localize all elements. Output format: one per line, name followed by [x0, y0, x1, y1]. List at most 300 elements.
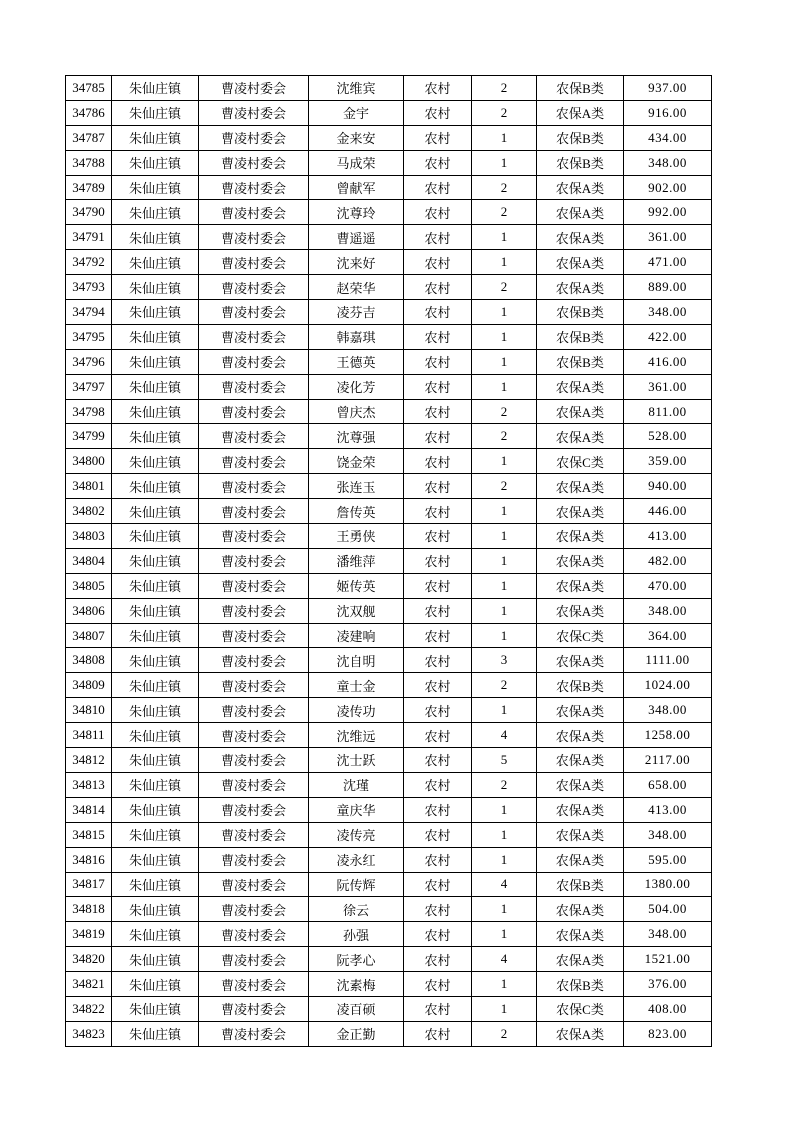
cell-name: 王德英	[309, 349, 404, 374]
cell-category: 农保A类	[537, 499, 624, 524]
cell-residence: 农村	[404, 324, 472, 349]
cell-count: 2	[472, 76, 537, 101]
cell-residence: 农村	[404, 548, 472, 573]
cell-count: 4	[472, 723, 537, 748]
cell-name: 王勇侠	[309, 524, 404, 549]
cell-name: 曹遥遥	[309, 225, 404, 250]
cell-count: 1	[472, 250, 537, 275]
cell-name: 金正勤	[309, 1021, 404, 1046]
cell-village: 曹凌村委会	[199, 748, 309, 773]
cell-name: 凌芬吉	[309, 300, 404, 325]
cell-count: 4	[472, 947, 537, 972]
cell-village: 曹凌村委会	[199, 499, 309, 524]
table-row	[66, 922, 712, 947]
cell-town: 朱仙庄镇	[112, 250, 199, 275]
cell-town: 朱仙庄镇	[112, 772, 199, 797]
table-row	[66, 324, 712, 349]
cell-serial: 34818	[66, 897, 112, 922]
cell-residence: 农村	[404, 175, 472, 200]
cell-serial: 34810	[66, 698, 112, 723]
cell-village: 曹凌村委会	[199, 449, 309, 474]
cell-serial: 34817	[66, 872, 112, 897]
cell-amount: 504.00	[624, 897, 712, 922]
cell-village: 曹凌村委会	[199, 474, 309, 499]
cell-name: 沈尊强	[309, 424, 404, 449]
cell-village: 曹凌村委会	[199, 349, 309, 374]
cell-town: 朱仙庄镇	[112, 972, 199, 997]
cell-count: 1	[472, 524, 537, 549]
cell-count: 5	[472, 748, 537, 773]
table-row	[66, 374, 712, 399]
cell-town: 朱仙庄镇	[112, 698, 199, 723]
table-row	[66, 499, 712, 524]
cell-category: 农保A类	[537, 748, 624, 773]
cell-amount: 1024.00	[624, 673, 712, 698]
cell-count: 1	[472, 548, 537, 573]
cell-amount: 348.00	[624, 300, 712, 325]
table-row	[66, 524, 712, 549]
cell-name: 曾献军	[309, 175, 404, 200]
cell-residence: 农村	[404, 797, 472, 822]
cell-count: 2	[472, 200, 537, 225]
cell-residence: 农村	[404, 275, 472, 300]
cell-amount: 413.00	[624, 524, 712, 549]
cell-amount: 595.00	[624, 847, 712, 872]
table-row	[66, 200, 712, 225]
cell-serial: 34791	[66, 225, 112, 250]
cell-village: 曹凌村委会	[199, 300, 309, 325]
table-row	[66, 175, 712, 200]
table-row	[66, 548, 712, 573]
cell-village: 曹凌村委会	[199, 250, 309, 275]
cell-name: 童士金	[309, 673, 404, 698]
cell-serial: 34808	[66, 648, 112, 673]
cell-serial: 34801	[66, 474, 112, 499]
cell-amount: 902.00	[624, 175, 712, 200]
cell-count: 1	[472, 598, 537, 623]
cell-name: 赵荣华	[309, 275, 404, 300]
cell-name: 凌百硕	[309, 996, 404, 1021]
cell-serial: 34809	[66, 673, 112, 698]
cell-town: 朱仙庄镇	[112, 150, 199, 175]
cell-village: 曹凌村委会	[199, 797, 309, 822]
cell-category: 农保A类	[537, 399, 624, 424]
cell-count: 1	[472, 499, 537, 524]
cell-town: 朱仙庄镇	[112, 324, 199, 349]
cell-town: 朱仙庄镇	[112, 947, 199, 972]
cell-count: 2	[472, 673, 537, 698]
cell-count: 1	[472, 573, 537, 598]
cell-amount: 422.00	[624, 324, 712, 349]
cell-village: 曹凌村委会	[199, 275, 309, 300]
cell-village: 曹凌村委会	[199, 922, 309, 947]
cell-category: 农保A类	[537, 897, 624, 922]
cell-category: 农保A类	[537, 100, 624, 125]
cell-serial: 34806	[66, 598, 112, 623]
cell-residence: 农村	[404, 772, 472, 797]
cell-serial: 34812	[66, 748, 112, 773]
cell-name: 金宇	[309, 100, 404, 125]
cell-serial: 34813	[66, 772, 112, 797]
table-row	[66, 822, 712, 847]
cell-town: 朱仙庄镇	[112, 474, 199, 499]
cell-residence: 农村	[404, 349, 472, 374]
cell-count: 1	[472, 349, 537, 374]
cell-amount: 470.00	[624, 573, 712, 598]
table-row	[66, 748, 712, 773]
table-row	[66, 897, 712, 922]
cell-serial: 34807	[66, 623, 112, 648]
cell-village: 曹凌村委会	[199, 200, 309, 225]
cell-residence: 农村	[404, 872, 472, 897]
cell-residence: 农村	[404, 822, 472, 847]
cell-amount: 658.00	[624, 772, 712, 797]
cell-serial: 34799	[66, 424, 112, 449]
cell-count: 2	[472, 772, 537, 797]
cell-name: 张连玉	[309, 474, 404, 499]
cell-town: 朱仙庄镇	[112, 573, 199, 598]
cell-residence: 农村	[404, 748, 472, 773]
cell-town: 朱仙庄镇	[112, 175, 199, 200]
cell-name: 沈瑾	[309, 772, 404, 797]
cell-village: 曹凌村委会	[199, 150, 309, 175]
cell-residence: 农村	[404, 723, 472, 748]
cell-town: 朱仙庄镇	[112, 449, 199, 474]
cell-name: 阮孝心	[309, 947, 404, 972]
table-row	[66, 698, 712, 723]
cell-serial: 34805	[66, 573, 112, 598]
cell-residence: 农村	[404, 947, 472, 972]
cell-name: 金来安	[309, 125, 404, 150]
cell-town: 朱仙庄镇	[112, 623, 199, 648]
cell-count: 1	[472, 125, 537, 150]
cell-town: 朱仙庄镇	[112, 648, 199, 673]
cell-town: 朱仙庄镇	[112, 225, 199, 250]
cell-serial: 34821	[66, 972, 112, 997]
cell-name: 徐云	[309, 897, 404, 922]
cell-amount: 940.00	[624, 474, 712, 499]
cell-town: 朱仙庄镇	[112, 275, 199, 300]
cell-town: 朱仙庄镇	[112, 748, 199, 773]
cell-count: 1	[472, 922, 537, 947]
cell-name: 孙强	[309, 922, 404, 947]
cell-residence: 农村	[404, 76, 472, 101]
cell-name: 凌建响	[309, 623, 404, 648]
cell-village: 曹凌村委会	[199, 723, 309, 748]
table-row	[66, 598, 712, 623]
cell-town: 朱仙庄镇	[112, 125, 199, 150]
cell-category: 农保C类	[537, 623, 624, 648]
cell-serial: 34788	[66, 150, 112, 175]
cell-amount: 434.00	[624, 125, 712, 150]
cell-name: 沈士跃	[309, 748, 404, 773]
cell-serial: 34797	[66, 374, 112, 399]
cell-amount: 937.00	[624, 76, 712, 101]
cell-category: 农保A类	[537, 772, 624, 797]
table-row	[66, 399, 712, 424]
cell-category: 农保A类	[537, 698, 624, 723]
cell-serial: 34795	[66, 324, 112, 349]
cell-category: 农保A类	[537, 275, 624, 300]
cell-category: 农保A类	[537, 922, 624, 947]
cell-residence: 农村	[404, 847, 472, 872]
cell-count: 1	[472, 972, 537, 997]
cell-serial: 34804	[66, 548, 112, 573]
cell-category: 农保B类	[537, 76, 624, 101]
cell-serial: 34798	[66, 399, 112, 424]
cell-name: 马成荣	[309, 150, 404, 175]
cell-town: 朱仙庄镇	[112, 922, 199, 947]
cell-name: 凌传功	[309, 698, 404, 723]
cell-name: 童庆华	[309, 797, 404, 822]
table-row	[66, 1021, 712, 1046]
cell-count: 2	[472, 399, 537, 424]
cell-count: 2	[472, 424, 537, 449]
cell-serial: 34786	[66, 100, 112, 125]
table-row	[66, 847, 712, 872]
cell-town: 朱仙庄镇	[112, 548, 199, 573]
cell-category: 农保B类	[537, 150, 624, 175]
cell-town: 朱仙庄镇	[112, 598, 199, 623]
cell-town: 朱仙庄镇	[112, 349, 199, 374]
cell-serial: 34787	[66, 125, 112, 150]
cell-count: 1	[472, 996, 537, 1021]
cell-name: 姬传英	[309, 573, 404, 598]
cell-category: 农保A类	[537, 1021, 624, 1046]
table-row	[66, 225, 712, 250]
cell-count: 1	[472, 623, 537, 648]
cell-town: 朱仙庄镇	[112, 374, 199, 399]
cell-residence: 农村	[404, 598, 472, 623]
cell-town: 朱仙庄镇	[112, 822, 199, 847]
cell-category: 农保B类	[537, 872, 624, 897]
cell-category: 农保A类	[537, 225, 624, 250]
cell-village: 曹凌村委会	[199, 598, 309, 623]
cell-amount: 348.00	[624, 150, 712, 175]
table-row	[66, 947, 712, 972]
cell-amount: 1380.00	[624, 872, 712, 897]
benefit-table	[65, 75, 712, 1047]
cell-village: 曹凌村委会	[199, 399, 309, 424]
cell-category: 农保B类	[537, 300, 624, 325]
cell-amount: 413.00	[624, 797, 712, 822]
cell-amount: 889.00	[624, 275, 712, 300]
cell-amount: 359.00	[624, 449, 712, 474]
cell-residence: 农村	[404, 225, 472, 250]
cell-serial: 34820	[66, 947, 112, 972]
cell-count: 1	[472, 822, 537, 847]
cell-town: 朱仙庄镇	[112, 76, 199, 101]
cell-category: 农保A类	[537, 723, 624, 748]
cell-village: 曹凌村委会	[199, 374, 309, 399]
cell-village: 曹凌村委会	[199, 225, 309, 250]
cell-name: 潘维萍	[309, 548, 404, 573]
cell-count: 1	[472, 300, 537, 325]
cell-count: 2	[472, 275, 537, 300]
table-row	[66, 100, 712, 125]
cell-town: 朱仙庄镇	[112, 996, 199, 1021]
cell-amount: 361.00	[624, 225, 712, 250]
cell-category: 农保C类	[537, 996, 624, 1021]
table-row	[66, 623, 712, 648]
table-row	[66, 573, 712, 598]
cell-count: 2	[472, 1021, 537, 1046]
cell-serial: 34790	[66, 200, 112, 225]
cell-serial: 34800	[66, 449, 112, 474]
cell-name: 凌化芳	[309, 374, 404, 399]
cell-residence: 农村	[404, 623, 472, 648]
cell-town: 朱仙庄镇	[112, 300, 199, 325]
cell-residence: 农村	[404, 474, 472, 499]
cell-town: 朱仙庄镇	[112, 399, 199, 424]
cell-serial: 34823	[66, 1021, 112, 1046]
cell-village: 曹凌村委会	[199, 125, 309, 150]
cell-village: 曹凌村委会	[199, 972, 309, 997]
table-row	[66, 972, 712, 997]
cell-serial: 34789	[66, 175, 112, 200]
table-row	[66, 424, 712, 449]
cell-category: 农保A类	[537, 648, 624, 673]
cell-serial: 34819	[66, 922, 112, 947]
cell-name: 凌传亮	[309, 822, 404, 847]
cell-village: 曹凌村委会	[199, 76, 309, 101]
cell-village: 曹凌村委会	[199, 324, 309, 349]
cell-name: 沈素梅	[309, 972, 404, 997]
cell-category: 农保A类	[537, 947, 624, 972]
cell-serial: 34802	[66, 499, 112, 524]
cell-village: 曹凌村委会	[199, 673, 309, 698]
cell-town: 朱仙庄镇	[112, 499, 199, 524]
cell-amount: 992.00	[624, 200, 712, 225]
table-row	[66, 449, 712, 474]
table-row	[66, 723, 712, 748]
cell-amount: 348.00	[624, 698, 712, 723]
cell-serial: 34785	[66, 76, 112, 101]
cell-name: 沈尊玲	[309, 200, 404, 225]
cell-count: 2	[472, 175, 537, 200]
cell-count: 1	[472, 449, 537, 474]
cell-amount: 482.00	[624, 548, 712, 573]
cell-category: 农保A类	[537, 822, 624, 847]
cell-serial: 34816	[66, 847, 112, 872]
table-row	[66, 150, 712, 175]
cell-serial: 34815	[66, 822, 112, 847]
cell-category: 农保A类	[537, 200, 624, 225]
cell-category: 农保A类	[537, 175, 624, 200]
table-row	[66, 996, 712, 1021]
cell-amount: 364.00	[624, 623, 712, 648]
cell-village: 曹凌村委会	[199, 897, 309, 922]
cell-category: 农保B类	[537, 349, 624, 374]
cell-category: 农保B类	[537, 972, 624, 997]
cell-name: 凌永红	[309, 847, 404, 872]
cell-village: 曹凌村委会	[199, 872, 309, 897]
table-row	[66, 125, 712, 150]
cell-residence: 农村	[404, 399, 472, 424]
table-body	[66, 76, 712, 1047]
cell-serial: 34796	[66, 349, 112, 374]
cell-village: 曹凌村委会	[199, 648, 309, 673]
cell-residence: 农村	[404, 897, 472, 922]
cell-count: 3	[472, 648, 537, 673]
cell-name: 饶金荣	[309, 449, 404, 474]
cell-town: 朱仙庄镇	[112, 424, 199, 449]
cell-residence: 农村	[404, 573, 472, 598]
cell-name: 沈维宾	[309, 76, 404, 101]
cell-village: 曹凌村委会	[199, 100, 309, 125]
cell-town: 朱仙庄镇	[112, 723, 199, 748]
cell-residence: 农村	[404, 1021, 472, 1046]
table-row	[66, 797, 712, 822]
cell-category: 农保A类	[537, 548, 624, 573]
cell-residence: 农村	[404, 300, 472, 325]
cell-serial: 34814	[66, 797, 112, 822]
cell-residence: 农村	[404, 698, 472, 723]
cell-count: 1	[472, 797, 537, 822]
cell-amount: 471.00	[624, 250, 712, 275]
cell-category: 农保A类	[537, 474, 624, 499]
cell-village: 曹凌村委会	[199, 623, 309, 648]
cell-name: 韩嘉琪	[309, 324, 404, 349]
cell-residence: 农村	[404, 499, 472, 524]
cell-amount: 416.00	[624, 349, 712, 374]
cell-category: 农保A类	[537, 598, 624, 623]
cell-residence: 农村	[404, 922, 472, 947]
cell-amount: 1258.00	[624, 723, 712, 748]
cell-amount: 916.00	[624, 100, 712, 125]
cell-amount: 528.00	[624, 424, 712, 449]
cell-village: 曹凌村委会	[199, 947, 309, 972]
cell-category: 农保A类	[537, 847, 624, 872]
cell-residence: 农村	[404, 100, 472, 125]
cell-category: 农保A类	[537, 524, 624, 549]
cell-count: 1	[472, 324, 537, 349]
table-row	[66, 349, 712, 374]
cell-residence: 农村	[404, 524, 472, 549]
cell-count: 4	[472, 872, 537, 897]
cell-name: 沈自明	[309, 648, 404, 673]
cell-name: 曾庆杰	[309, 399, 404, 424]
cell-village: 曹凌村委会	[199, 847, 309, 872]
cell-amount: 823.00	[624, 1021, 712, 1046]
cell-residence: 农村	[404, 250, 472, 275]
cell-name: 沈来好	[309, 250, 404, 275]
cell-serial: 34803	[66, 524, 112, 549]
cell-amount: 408.00	[624, 996, 712, 1021]
cell-category: 农保B类	[537, 125, 624, 150]
table-row	[66, 772, 712, 797]
cell-category: 农保A类	[537, 573, 624, 598]
cell-village: 曹凌村委会	[199, 698, 309, 723]
cell-amount: 811.00	[624, 399, 712, 424]
cell-town: 朱仙庄镇	[112, 847, 199, 872]
cell-amount: 361.00	[624, 374, 712, 399]
cell-serial: 34792	[66, 250, 112, 275]
table-row	[66, 673, 712, 698]
cell-village: 曹凌村委会	[199, 524, 309, 549]
cell-category: 农保A类	[537, 374, 624, 399]
cell-town: 朱仙庄镇	[112, 673, 199, 698]
cell-category: 农保C类	[537, 449, 624, 474]
cell-amount: 446.00	[624, 499, 712, 524]
cell-residence: 农村	[404, 673, 472, 698]
cell-residence: 农村	[404, 150, 472, 175]
cell-residence: 农村	[404, 200, 472, 225]
cell-residence: 农村	[404, 424, 472, 449]
cell-count: 1	[472, 897, 537, 922]
cell-residence: 农村	[404, 972, 472, 997]
cell-name: 阮传辉	[309, 872, 404, 897]
